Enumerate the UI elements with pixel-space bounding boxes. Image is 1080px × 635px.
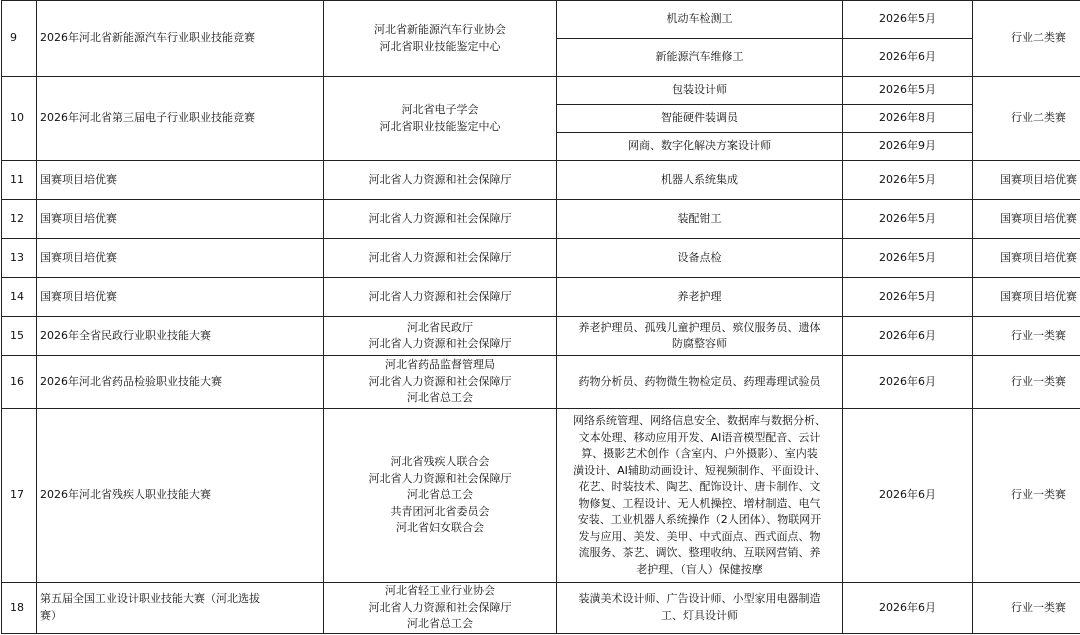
category: 国赛项目培优赛 [973,278,1080,317]
project-line: 发与应用、美发、美甲、中式面点、西式面点、物 [578,529,821,543]
project: 智能硬件装调员 [557,105,843,133]
organizer: 河北省民政厅 [407,320,473,334]
project-line: 防腐整容师 [672,337,727,350]
organizer: 河北省总工会 [407,488,473,502]
category: 国赛项目培优赛 [973,200,1080,239]
organizer: 河北省人力资源和社会保障厅 [368,337,512,350]
organizer: 河北省职业技能鉴定中心 [379,119,501,133]
organizer: 河北省轻工业行业协会 [385,584,495,597]
row-number: 16 [2,356,37,409]
table-row [2,239,1080,278]
project-line: 老护理、（盲人）保健按摩 [636,562,763,576]
project-line: 养老护理员、孤残儿童护理员、殡仪服务员、遗体 [578,320,821,334]
organizer: 河北省总工会 [407,391,473,405]
category: 国赛项目培优赛 [973,161,1080,200]
organizer: 河北省人力资源和社会保障厅 [368,600,512,614]
competition-name: 国赛项目培优赛 [37,200,324,239]
time: 2026年6月 [843,409,973,583]
organizer: 河北省人力资源和社会保障厅 [324,278,557,317]
organizer: 河北省人力资源和社会保障厅 [324,200,557,239]
competition-name: 2026年全省民政行业职业技能大赛 [37,317,324,356]
project-line: 工、灯具设计师 [661,608,738,622]
project: 网商、数字化解决方案设计师 [557,133,843,161]
category: 国赛项目培优赛 [973,239,1080,278]
project: 机动车检测工 [557,1,843,39]
project: 装配钳工 [557,200,843,239]
competition-name-line: 赛） [40,608,62,622]
table-row [2,317,1080,356]
organizer: 河北省药品监督管理局 [385,358,495,372]
time: 2026年6月 [843,356,973,409]
project: 设备点检 [557,239,843,278]
project: 包装设计师 [557,77,843,105]
project-line: 花艺、时装技术、陶艺、配饰设计、唐卡制作、文 [578,480,821,493]
table-row [2,1,1080,39]
time: 2026年5月 [843,161,973,200]
organizer-cell [324,317,557,356]
row-number: 12 [2,200,37,239]
category: 行业二类赛 [973,77,1080,161]
row-number: 15 [2,317,37,356]
competition-name: 2026年河北省残疾人职业技能大赛 [37,409,324,583]
organizer-cell [324,356,557,409]
table-row [2,77,1080,105]
category: 行业一类赛 [973,317,1080,356]
project-line: 安装、工业机器人系统操作（2人团体）、物联网开 [577,513,822,526]
competition-name: 国赛项目培优赛 [37,278,324,317]
competition-name: 2026年河北省第三届电子行业职业技能竞赛 [37,77,324,161]
organizer-cell [324,409,557,583]
table-row [2,356,1080,409]
table-row [2,161,1080,200]
row-number: 9 [2,1,37,77]
project-line: 潢设计、AI辅助动画设计、短视频制作、平面设计、 [573,463,826,477]
table-row [2,278,1080,317]
row-number: 11 [2,161,37,200]
project: 新能源汽车维修工 [557,39,843,77]
organizer: 共青团河北省委员会 [390,504,490,518]
table-row [2,200,1080,239]
time: 2026年6月 [843,39,973,77]
category: 行业一类赛 [973,356,1080,409]
time: 2026年5月 [843,1,973,39]
competition-name-line: 第五届全国工业设计职业技能大赛（河北选拔 [40,592,260,606]
time: 2026年5月 [843,77,973,105]
organizer: 河北省人力资源和社会保障厅 [368,471,512,485]
category: 行业一类赛 [973,583,1080,634]
competition-name: 国赛项目培优赛 [37,161,324,200]
competition-name: 2026年河北省新能源汽车行业职业技能竞赛 [37,1,324,77]
project: 机器人系统集成 [557,161,843,200]
project-cell [557,317,843,356]
time: 2026年5月 [843,239,973,278]
project-line: 文本处理、移动应用开发、AI语音模型配音、云计 [578,430,821,444]
organizer-cell [324,1,557,77]
project-line: 装潢美术设计师、广告设计师、小型家用电器制造 [578,592,821,606]
project-cell [557,583,843,634]
time: 2026年6月 [843,317,973,356]
project-line: 网络系统管理、网络信息安全、数据库与数据分析、 [573,414,826,427]
project-line: 物修复、工程设计、无人机操控、增材制造、电气 [578,496,821,510]
project: 养老护理 [557,278,843,317]
organizer-cell [324,77,557,161]
time: 2026年5月 [843,278,973,317]
category: 行业二类赛 [973,1,1080,77]
table-row [2,583,1080,634]
row-number: 18 [2,583,37,634]
organizer: 河北省人力资源和社会保障厅 [324,161,557,200]
project-cell [557,409,843,583]
category: 行业一类赛 [973,409,1080,583]
competition-name: 2026年河北省药品检验职业技能大赛 [37,356,324,409]
row-number: 10 [2,77,37,161]
time: 2026年9月 [843,133,973,161]
time: 2026年5月 [843,200,973,239]
competition-table [1,0,1080,634]
organizer: 河北省新能源汽车行业协会 [374,23,506,36]
organizer: 河北省人力资源和社会保障厅 [368,374,512,388]
row-number: 13 [2,239,37,278]
organizer: 河北省职业技能鉴定中心 [379,39,501,53]
table-row [2,409,1080,583]
time: 2026年8月 [843,105,973,133]
competition-name: 国赛项目培优赛 [37,239,324,278]
project-line: 算、摄影艺术创作（含室内、户外摄影）、室内装 [581,447,818,460]
project-line: 流服务、茶艺、调饮、整理收纳、互联网营销、养 [578,546,821,559]
organizer: 河北省总工会 [407,617,473,630]
organizer: 河北省残疾人联合会 [390,455,490,469]
project: 药物分析员、药物微生物检定员、药理毒理试验员 [557,356,843,409]
organizer-cell [324,583,557,634]
row-number: 17 [2,409,37,583]
time: 2026年6月 [843,583,973,634]
organizer: 河北省妇女联合会 [396,521,484,535]
organizer: 河北省电子学会 [401,103,479,116]
competition-name-cell [37,583,324,634]
organizer: 河北省人力资源和社会保障厅 [324,239,557,278]
row-number: 14 [2,278,37,317]
